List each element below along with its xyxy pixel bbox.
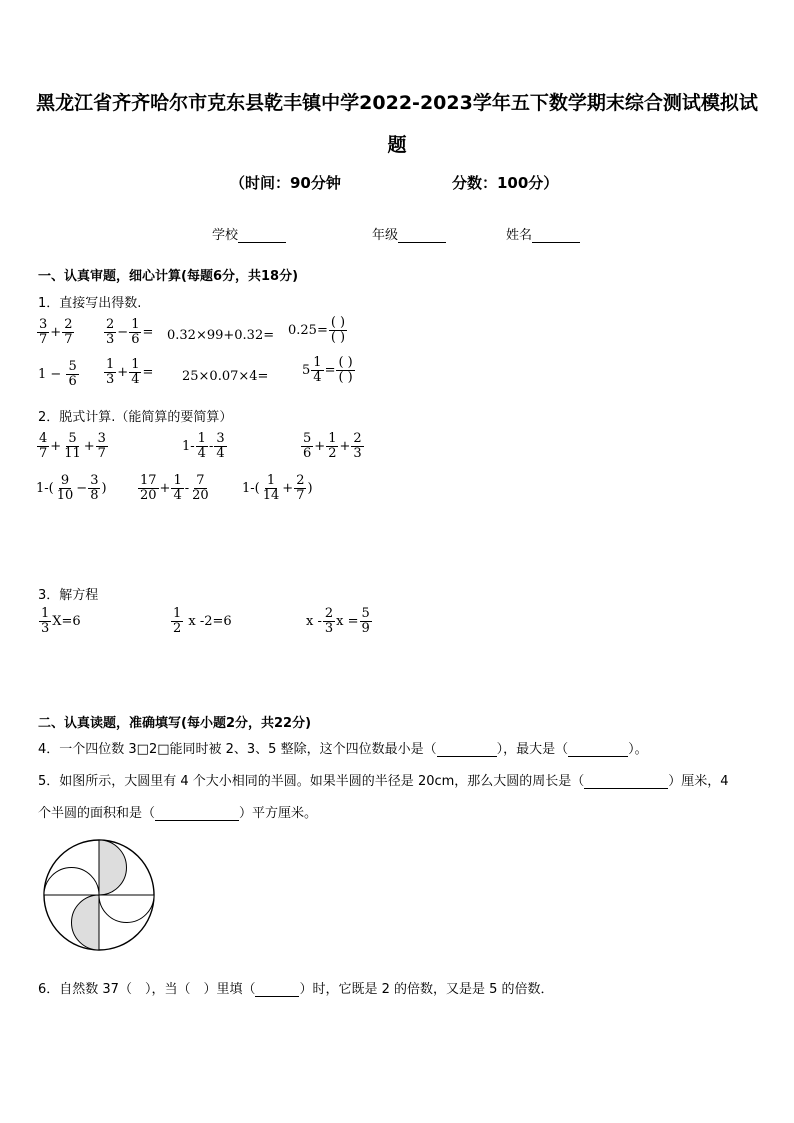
page-title: 黑龙江省齐齐哈尔市克东县乾丰镇中学2022-2023学年五下数学期末综合测试模拟试 (36, 92, 758, 114)
grade-field (372, 224, 446, 243)
q3-title: 3．解方程 (38, 588, 99, 603)
q6: 6．自然数 37（ ），当（ ）里填（ ）时，它既是 2 的倍数，又是是 5 的倍数． (38, 982, 554, 997)
q1-item-a: $\frac{3}{7}$ + $\frac{2}{7}$ (39, 317, 73, 347)
q5-blank-circumference[interactable] (584, 775, 668, 789)
school-blank[interactable] (238, 228, 286, 243)
name-label: 姓名 (506, 228, 533, 243)
name-blank[interactable] (532, 228, 580, 243)
q2-title: 2．脱式计算.（能简算的要简算） (38, 410, 233, 425)
q6-blank[interactable] (255, 983, 299, 997)
q2-item-c: $\frac{5}{6}$ + $\frac{1}{2}$ + $\frac{2}{3}$ (303, 431, 362, 461)
q2-item-f: 1-( $\frac{1}{14}$ + $\frac{2}{7}$ ) (242, 473, 313, 503)
q3-item-a: $\frac{1}{3}$ X=6 (41, 606, 81, 636)
q3-item-b: $\frac{1}{2}$ x -2=6 (173, 606, 232, 636)
q1-item-b: $\frac{2}{3}$ − $\frac{1}{6}$ = (106, 317, 154, 347)
grade-label: 年级 (372, 228, 399, 243)
grade-blank[interactable] (398, 228, 446, 243)
school-field (212, 224, 286, 243)
q2-item-d: 1-( $\frac{9}{10}$ − $\frac{3}{8}$ ) (36, 473, 107, 503)
q4-blank-min[interactable] (437, 743, 497, 757)
q4: 4．一个四位数 3□2□能同时被 2、3、5 整除，这个四位数最小是（ ），最大是（ ）。 (38, 742, 648, 757)
score-info: 分数：100分） (452, 174, 559, 192)
q2-item-b: 1- $\frac{1}{4}$ - $\frac{3}{4}$ (182, 431, 225, 461)
q5-line1: 5．如图所示，大圆里有 4 个大小相同的半圆。如果半圆的半径是 20cm，那么大圆的周长是（ ）厘米，4 (38, 774, 729, 789)
q1-item-c: 0.32×99+0.32= (167, 328, 275, 343)
time-info: （时间：90分钟 (230, 174, 341, 192)
q1-item-d: 0.25= $\frac{( )}{( )}$ (288, 315, 346, 345)
q1-item-f: $\frac{1}{3}$ + $\frac{1}{4}$ = (106, 357, 154, 387)
q3-item-c: x - $\frac{2}{3}$ x = $\frac{5}{9}$ (306, 606, 370, 636)
q5-line2: 个半圆的面积和是（ ）平方厘米。 (38, 806, 318, 821)
q4-blank-max[interactable] (568, 743, 628, 757)
q1-item-e: 1 − $\frac{5}{6}$ (38, 359, 77, 389)
page-title-cont: 题 (387, 134, 407, 156)
q2-item-a: $\frac{4}{7}$ + $\frac{5}{11}$ + $\frac{3}{7}$ (39, 431, 106, 461)
q2-item-e: $\frac{17}{20}$ + $\frac{1}{4}$ - $\frac{7}{20}$ (140, 473, 209, 503)
q1-title: 1．直接写出得数. (38, 296, 142, 311)
section-2-heading: 二、认真读题，准确填写(每小题2分，共22分) (38, 716, 312, 731)
q1-item-h: 5 $\frac{1}{4}$ = $\frac{( )}{( )}$ (302, 355, 353, 385)
q1-item-g: 25×0.07×4= (182, 369, 269, 384)
q5-blank-area[interactable] (155, 807, 239, 821)
pinwheel-figure (42, 838, 156, 952)
school-label: 学校 (212, 228, 239, 243)
section-1-heading: 一、认真审题，细心计算(每题6分，共18分) (38, 269, 299, 284)
name-field (506, 224, 580, 243)
